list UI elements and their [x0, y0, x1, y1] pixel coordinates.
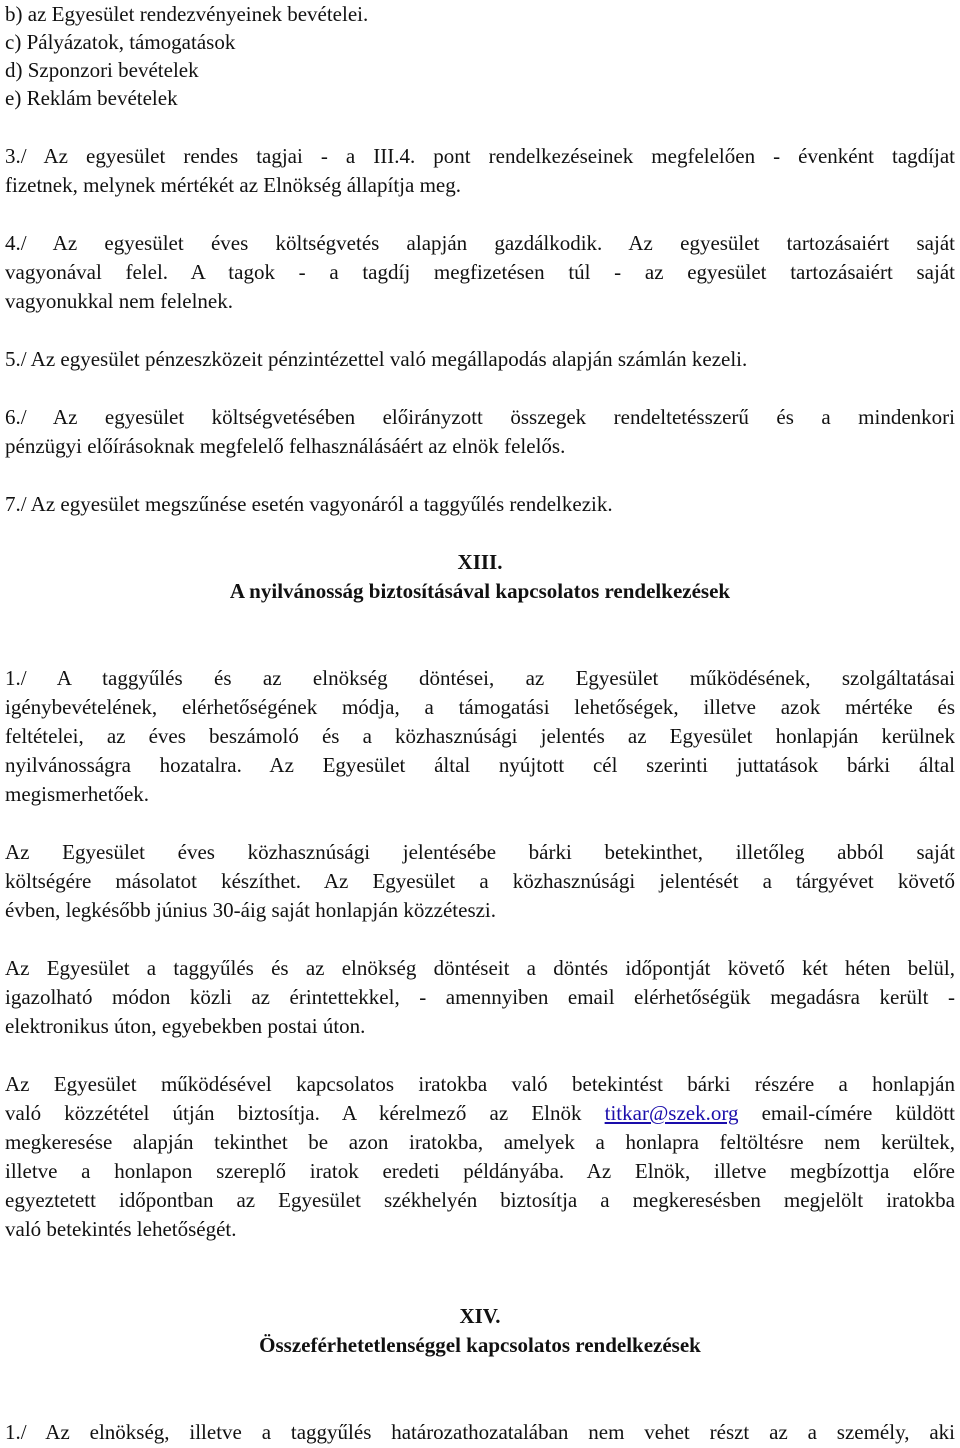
- section-13-p1-line: megismerhetőek.: [5, 782, 150, 806]
- section-13-p4-line-with-email: [5, 1099, 955, 1128]
- section-13-p3-line: Az Egyesület a taggyűlés és az elnökség döntéseit a döntés időpontját követő két héten belül,: [5, 956, 955, 980]
- section-13-p4-text-after-email: email-címére küldött: [738, 1101, 955, 1125]
- section-14-number: XIV.: [459, 1304, 501, 1328]
- section-13-p4-line: illetve a honlapon szereplő iratok eredeti példányába. Az Elnök, illetve megbízottja előre: [5, 1159, 955, 1183]
- paragraph-3-line: 3./ Az egyesület rendes tagjai - a III.4. pont rendelkezéseinek megfelelően - évenként tagdíjat: [5, 144, 955, 168]
- paragraph-3-line: fizetnek, melynek mértékét az Elnökség állapítja meg.: [5, 173, 461, 197]
- paragraph-6-line: pénzügyi előírásoknak megfelelő felhasználásáért az elnök felelős.: [5, 434, 566, 458]
- section-14-title: Összeférhetetlenséggel kapcsolatos rendelkezések: [259, 1333, 701, 1357]
- section-13-p1-line: feltételei, az éves beszámoló és a közhasznúsági jelentés az Egyesület honlapján kerülnek: [5, 724, 955, 748]
- income-item-c: c) Pályázatok, támogatások: [5, 30, 236, 54]
- section-13-p1-line: nyilvánosságra hozatalra. Az Egyesület által nyújtott cél szerinti juttatások bárki által: [5, 753, 955, 777]
- section-13-p2-line: Az Egyesület éves közhasznúsági jelentésébe bárki betekinthet, illetőleg abból saját: [5, 840, 955, 864]
- paragraph-5-line: 5./ Az egyesület pénzeszközeit pénzintézettel való megállapodás alapján számlán kezeli.: [5, 347, 748, 371]
- income-item-b: b) az Egyesület rendezvényeinek bevételei.: [5, 2, 369, 26]
- section-13-p1-line: igénybevételének, elérhetőségének módja, a támogatási lehetőségek, illetve azok mértéke és: [5, 695, 955, 719]
- section-14-p1-line: 1./ Az elnökség, illetve a taggyűlés határozathozatalában nem vehet részt az a személy, aki: [5, 1420, 955, 1444]
- section-13-p3-line: igazolható módon közli az érintettekkel, - amennyiben email elérhetőségük megadásra került -: [5, 985, 955, 1009]
- paragraph-6-line: 6./ Az egyesület költségvetésében előirányzott összegek rendeltetésszerű és a mindenkori: [5, 405, 955, 429]
- section-13-title: A nyilvánosság biztosításával kapcsolatos rendelkezések: [229, 579, 731, 603]
- paragraph-4-line: vagyonával felel. A tagok - a tagdíj megfizetésen túl - az egyesület tartozásaiért saját: [5, 260, 955, 284]
- section-13-p4-line: Az Egyesület működésével kapcsolatos iratokba való betekintést bárki részére a honlapján: [5, 1072, 955, 1096]
- section-13-p1-line: 1./ A taggyűlés és az elnökség döntései, az Egyesület működésének, szolgáltatásai: [5, 666, 955, 690]
- section-13-p2-line: költségére másolatot készíthet. Az Egyesület a közhasznúsági jelentését a tárgyévet követő: [5, 869, 955, 893]
- paragraph-4-line: vagyonukkal nem felelnek.: [5, 289, 234, 313]
- section-13-number: XIII.: [457, 550, 503, 574]
- section-13-p4-line: megkeresése alapján tekinthet be azon iratokba, amelyek a honlapra feltöltésre nem kerültek,: [5, 1130, 955, 1154]
- section-13-p2-line: évben, legkésőbb június 30-áig saját honlapján közzéteszi.: [5, 898, 497, 922]
- income-item-e: e) Reklám bevételek: [5, 86, 178, 110]
- email-link[interactable]: titkar@szek.org: [604, 1101, 739, 1125]
- paragraph-4-line: 4./ Az egyesület éves költségvetés alapján gazdálkodik. Az egyesület tartozásaiért saját: [5, 231, 955, 255]
- section-13-p3-line: elektronikus úton, egyebekben postai úton.: [5, 1014, 366, 1038]
- income-item-d: d) Szponzori bevételek: [5, 58, 199, 82]
- section-13-p4-text-before-email: való közzététel útján biztosítja. A kérelmező az Elnök: [5, 1101, 605, 1125]
- section-13-p4-line: egyeztetett időpontban az Egyesület székhelyén biztosítja a megkeresésben megjelölt iratokba: [5, 1188, 955, 1212]
- paragraph-7-line: 7./ Az egyesület megszűnése esetén vagyonáról a taggyűlés rendelkezik.: [5, 492, 613, 516]
- section-13-p4-line: való betekintés lehetőségét.: [5, 1217, 237, 1241]
